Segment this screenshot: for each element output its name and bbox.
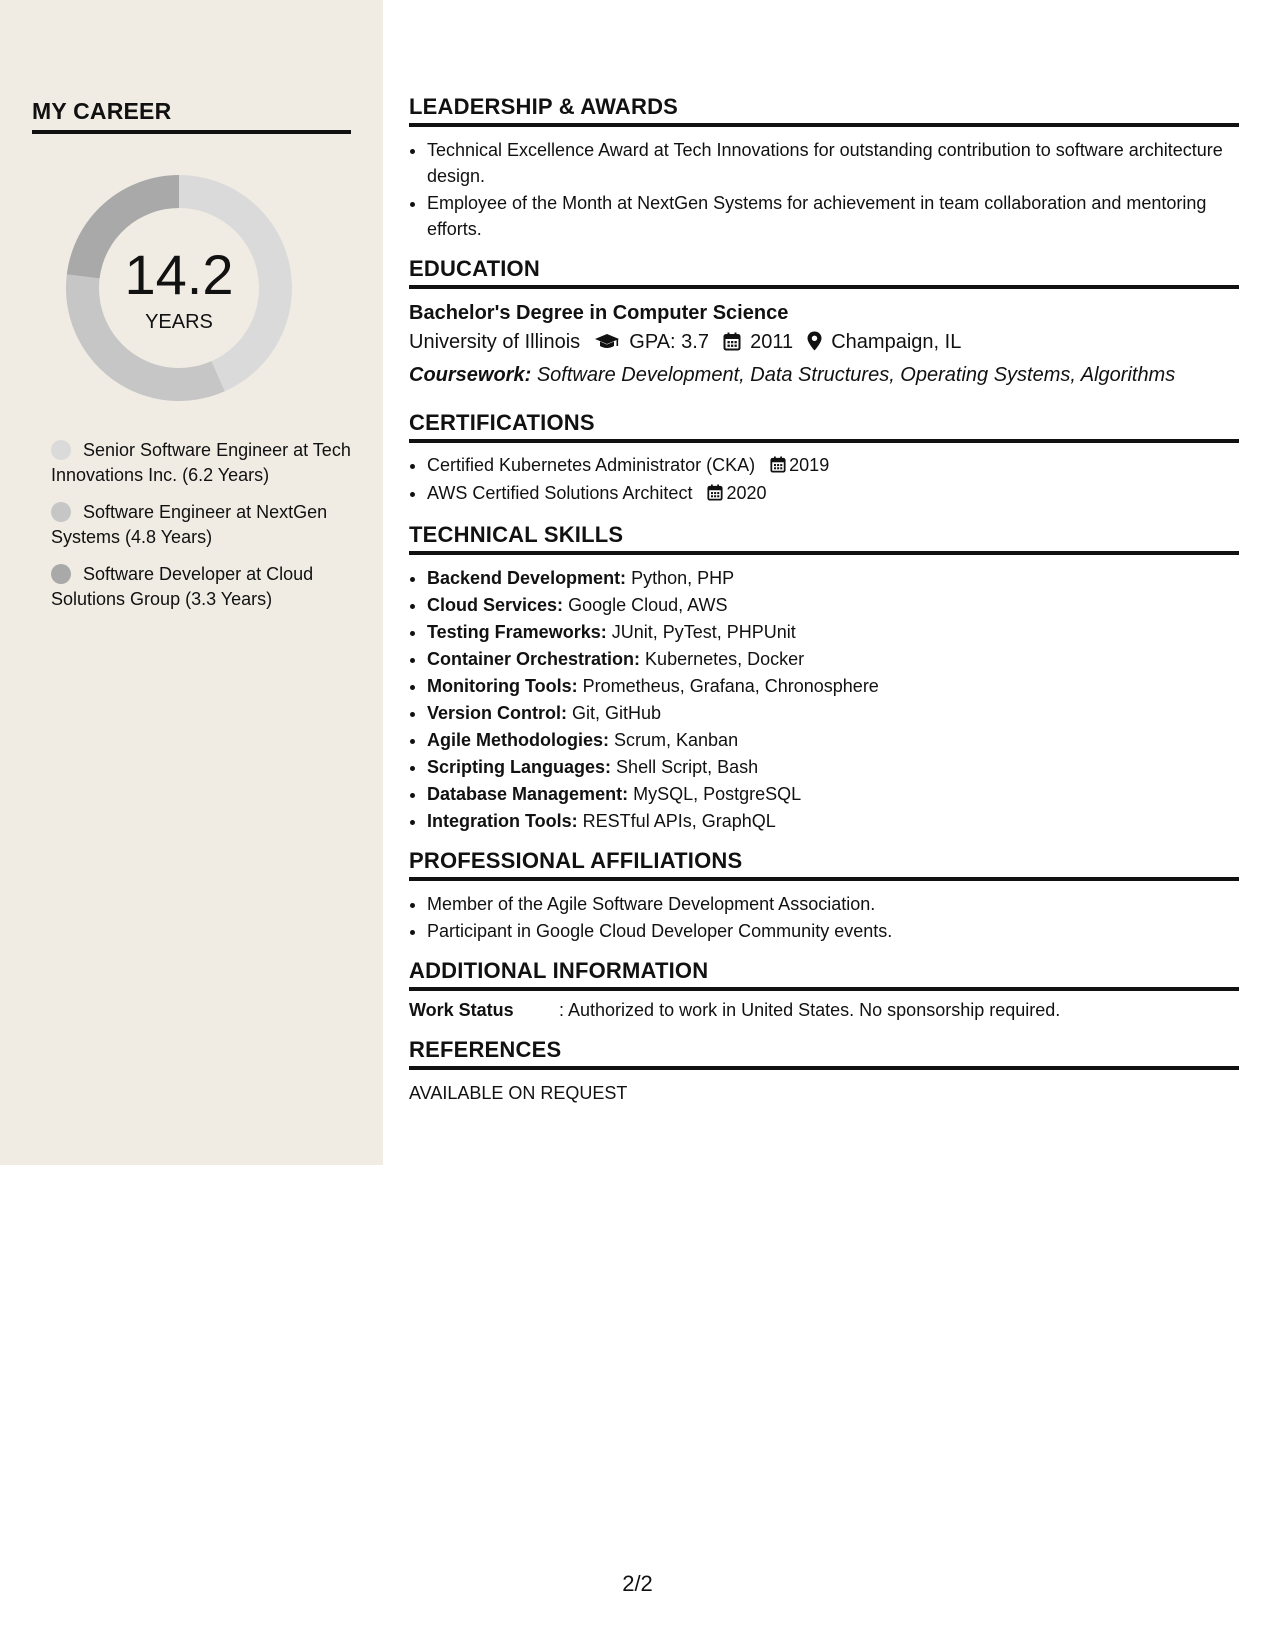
- skill-value: Kubernetes, Docker: [645, 649, 805, 669]
- skill-value: RESTful APIs, GraphQL: [582, 811, 776, 831]
- list-item: [427, 592, 1239, 618]
- work-status-label: Work Status: [409, 1000, 514, 1020]
- skill-label: Cloud Services:: [427, 595, 564, 615]
- skill-value: Scrum, Kanban: [614, 730, 739, 750]
- legend-label: Software Developer at Cloud Solutions Group (3.3 Years): [51, 564, 314, 609]
- gpa: GPA: 3.7: [629, 331, 709, 353]
- section-title: REFERENCES: [409, 1037, 1239, 1070]
- education-section: [409, 256, 1239, 390]
- skill-label: Scripting Languages:: [427, 757, 612, 777]
- school-name: University of Illinois: [409, 331, 581, 353]
- calendar-icon: [707, 483, 723, 508]
- certification-year: 2019: [789, 455, 830, 475]
- coursework-value: Software Development, Data Structures, Operating Systems, Algorithms: [536, 364, 1176, 386]
- legend-dot: [51, 564, 71, 584]
- legend-label: Software Engineer at NextGen Systems (4.8 Years): [51, 502, 328, 547]
- list-item: [427, 453, 1239, 480]
- map-pin-icon: [807, 330, 822, 360]
- list-item: [427, 673, 1239, 699]
- section-title: ADDITIONAL INFORMATION: [409, 958, 1239, 991]
- legend-label: Senior Software Engineer at Tech Innovations Inc. (6.2 Years): [51, 440, 351, 485]
- section-title: CERTIFICATIONS: [409, 410, 1239, 443]
- degree: Bachelor's Degree in Computer Science: [409, 302, 789, 324]
- education-details: [409, 327, 1239, 360]
- legend-item: [51, 562, 351, 612]
- skill-value: Prometheus, Grafana, Chronosphere: [582, 676, 879, 696]
- certification-year: 2020: [726, 483, 767, 503]
- list-item: [427, 808, 1239, 834]
- legend-item: [51, 438, 351, 488]
- skill-value: Google Cloud, AWS: [568, 595, 728, 615]
- skill-label: Version Control:: [427, 703, 568, 723]
- work-status: [409, 997, 1239, 1023]
- legend-item: [51, 500, 351, 550]
- references-text: AVAILABLE ON REQUEST: [409, 1083, 628, 1103]
- skill-label: Agile Methodologies:: [427, 730, 609, 750]
- school-location: Champaign, IL: [831, 331, 962, 353]
- list-item: [427, 619, 1239, 645]
- career-total: [66, 175, 292, 401]
- skill-label: Testing Frameworks:: [427, 622, 607, 642]
- skill-label: Database Management:: [427, 784, 629, 804]
- certification-name: Certified Kubernetes Administrator (CKA): [427, 455, 756, 475]
- career-total-value: 14.2: [124, 243, 234, 306]
- graduation-cap-icon: [594, 330, 620, 360]
- skill-label: Backend Development:: [427, 568, 627, 588]
- skill-value: JUnit, PyTest, PHPUnit: [611, 622, 796, 642]
- section-title: EDUCATION: [409, 256, 1239, 289]
- list-item: [427, 781, 1239, 807]
- references-section: [409, 1037, 1239, 1106]
- list-item: [427, 700, 1239, 726]
- career-legend: [51, 438, 351, 624]
- affiliations-section: [409, 848, 1239, 944]
- skill-label: Integration Tools:: [427, 811, 578, 831]
- skill-value: MySQL, PostgreSQL: [633, 784, 802, 804]
- certifications-section: [409, 410, 1239, 508]
- list-item: • Member of the Agile Software Development Association.: [427, 891, 1239, 917]
- skills-list: [409, 565, 1239, 834]
- resume-main: [409, 94, 1239, 1120]
- list-item: • Technical Excellence Award at Tech Innovations for outstanding contribution to software architecture design.: [427, 137, 1239, 189]
- legend-dot: [51, 502, 71, 522]
- skills-section: [409, 522, 1239, 834]
- section-title: PROFESSIONAL AFFILIATIONS: [409, 848, 1239, 881]
- certifications-list: [409, 453, 1239, 508]
- list-item: [427, 565, 1239, 591]
- affiliations-list: [409, 891, 1239, 944]
- page-number: 2/2: [622, 1571, 653, 1596]
- coursework-label: Coursework:: [409, 364, 532, 386]
- coursework: [409, 360, 1239, 390]
- skill-value: Shell Script, Bash: [616, 757, 759, 777]
- section-title: LEADERSHIP & AWARDS: [409, 94, 1239, 127]
- leadership-list: [409, 137, 1239, 242]
- career-total-unit: YEARS: [145, 311, 213, 333]
- list-item: • Participant in Google Cloud Developer Community events.: [427, 918, 1239, 944]
- additional-section: [409, 958, 1239, 1023]
- skill-value: Python, PHP: [631, 568, 735, 588]
- graduation-year: 2011: [750, 331, 794, 353]
- career-sidebar: [0, 0, 383, 1165]
- list-item: [427, 727, 1239, 753]
- certification-name: AWS Certified Solutions Architect: [427, 483, 693, 503]
- list-item: [427, 646, 1239, 672]
- list-item: [427, 754, 1239, 780]
- legend-dot: [51, 440, 71, 460]
- skill-value: Git, GitHub: [572, 703, 662, 723]
- calendar-icon: [723, 330, 741, 360]
- list-item: [427, 481, 1239, 508]
- skill-label: Monitoring Tools:: [427, 676, 578, 696]
- list-item: • Employee of the Month at NextGen Systems for achievement in team collaboration and mentoring efforts.: [427, 190, 1239, 242]
- skill-label: Container Orchestration:: [427, 649, 641, 669]
- career-title: MY CAREER: [32, 98, 351, 134]
- work-status-value: : Authorized to work in United States. No sponsorship required.: [559, 1000, 1061, 1020]
- calendar-icon: [770, 455, 786, 480]
- leadership-section: [409, 94, 1239, 242]
- section-title: TECHNICAL SKILLS: [409, 522, 1239, 555]
